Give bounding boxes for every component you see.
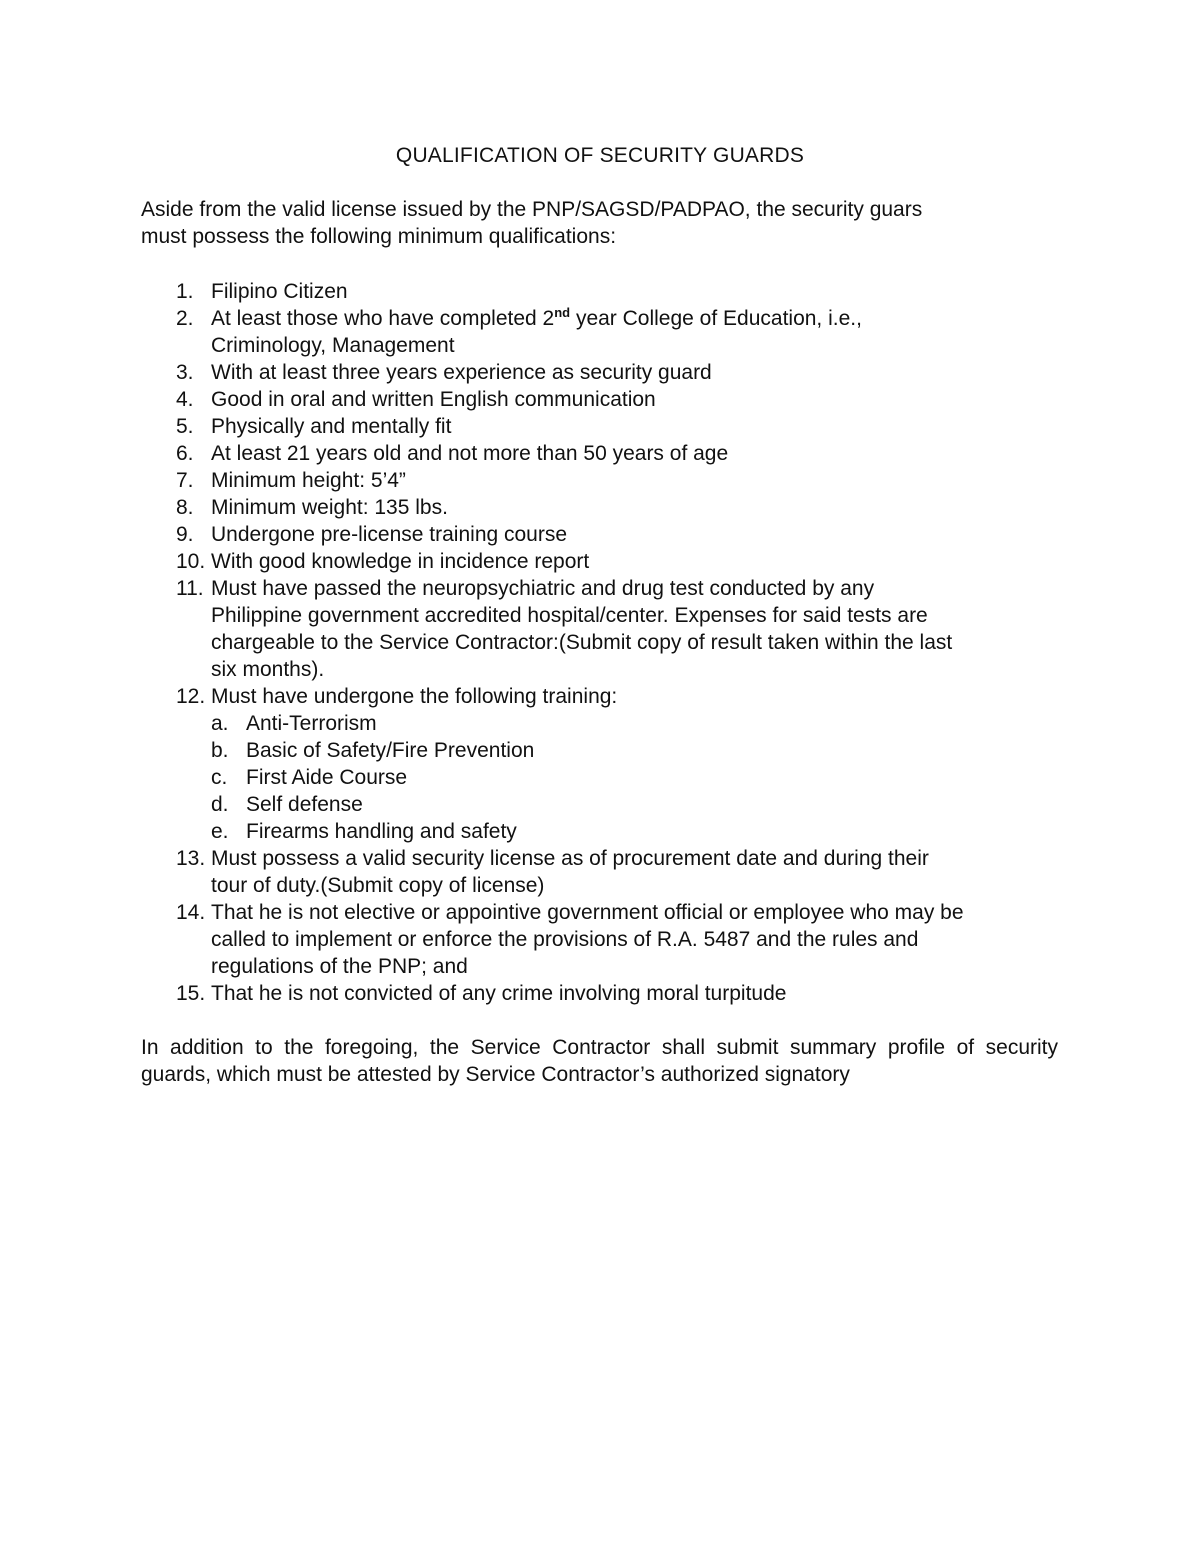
sublist-item <box>211 737 1061 764</box>
sub-letter: d. <box>211 793 229 816</box>
closing-paragraph: In addition to the foregoing, the Service Contractor shall submit summary profile of security guards, which must be attested by Service Contractor’s authorized signatory <box>141 1036 1058 1086</box>
sub-letter: e. <box>211 820 229 843</box>
list-item <box>141 386 1061 413</box>
item-text: Philippine government accredited hospital/center. Expenses for said tests are <box>211 604 928 627</box>
item-number: 7. <box>176 469 194 492</box>
sub-text: Firearms handling and safety <box>246 820 517 843</box>
sub-text: Self defense <box>246 793 363 816</box>
item-text: regulations of the PNP; and <box>211 955 468 978</box>
item-number: 9. <box>176 523 194 546</box>
item-text: With good knowledge in incidence report <box>211 550 590 573</box>
list-item <box>141 440 1061 467</box>
item-text: Undergone pre-license training course <box>211 523 568 546</box>
item-number: 11. <box>176 577 204 600</box>
item-number: 14. <box>176 901 206 924</box>
intro-line: Aside from the valid license issued by the PNP/SAGSD/PADPAO, the security guars <box>141 198 923 221</box>
item-text: That he is not elective or appointive government official or employee who may be <box>211 901 964 924</box>
document-title: QUALIFICATION OF SECURITY GUARDS <box>395 144 805 167</box>
item-number: 10. <box>176 550 206 573</box>
item-number: 12. <box>176 685 206 708</box>
intro-paragraph <box>141 196 1061 250</box>
item-text: Physically and mentally fit <box>211 415 452 438</box>
item-text: Filipino Citizen <box>211 280 348 303</box>
sub-text: First Aide Course <box>246 766 408 789</box>
item-text: At least 21 years old and not more than 50 years of age <box>211 442 729 465</box>
sub-text: Basic of Safety/Fire Prevention <box>246 739 535 762</box>
item-text: At least those who have completed 2 <box>211 307 555 330</box>
list-item <box>141 548 1061 575</box>
item-number: 5. <box>176 415 194 438</box>
item-text: six months). <box>211 658 325 681</box>
qualifications-list <box>141 278 1061 1007</box>
sublist-item <box>211 818 1061 845</box>
item-number: 3. <box>176 361 194 384</box>
sub-text: Anti-Terrorism <box>246 712 377 735</box>
item-text: chargeable to the Service Contractor:(Submit copy of result taken within the last <box>211 631 953 654</box>
list-item <box>141 683 1061 845</box>
list-item <box>141 575 1061 683</box>
item-text: Criminology, Management <box>211 334 455 357</box>
item-text: Must have undergone the following training: <box>211 685 618 708</box>
list-item <box>141 521 1061 548</box>
item-text: year College of Education, i.e., <box>570 307 862 330</box>
item-number: 6. <box>176 442 194 465</box>
item-text: That he is not convicted of any crime involving moral turpitude <box>211 982 787 1005</box>
intro-line: must possess the following minimum qualifications: <box>141 225 617 248</box>
item-text: Must possess a valid security license as of procurement date and during their <box>211 847 929 870</box>
item-number: 4. <box>176 388 194 411</box>
item-number: 1. <box>176 280 194 303</box>
item-number: 2. <box>176 307 194 330</box>
item-number: 13. <box>176 847 206 870</box>
training-sublist <box>211 710 1061 845</box>
sublist-item <box>211 764 1061 791</box>
item-number: 8. <box>176 496 194 519</box>
sub-letter: a. <box>211 712 229 735</box>
item-text: Minimum weight: 135 lbs. <box>211 496 448 519</box>
list-item <box>141 980 1061 1007</box>
item-text: tour of duty.(Submit copy of license) <box>211 874 545 897</box>
list-item <box>141 467 1061 494</box>
sublist-item <box>211 710 1061 737</box>
list-item <box>141 899 1061 980</box>
item-text: With at least three years experience as security guard <box>211 361 712 384</box>
list-item <box>141 305 1061 359</box>
ordinal-suffix: nd <box>554 305 571 320</box>
list-item <box>141 278 1061 305</box>
list-item <box>141 359 1061 386</box>
list-item <box>141 494 1061 521</box>
item-text: Good in oral and written English communication <box>211 388 656 411</box>
list-item <box>141 845 1061 899</box>
item-text: called to implement or enforce the provisions of R.A. 5487 and the rules and <box>211 928 919 951</box>
list-item <box>141 413 1061 440</box>
sublist-item <box>211 791 1061 818</box>
item-text: Minimum height: 5’4” <box>211 469 406 492</box>
sub-letter: b. <box>211 739 229 762</box>
item-number: 15. <box>176 982 206 1005</box>
sub-letter: c. <box>211 766 228 789</box>
item-text: Must have passed the neuropsychiatric and drug test conducted by any <box>211 577 875 600</box>
